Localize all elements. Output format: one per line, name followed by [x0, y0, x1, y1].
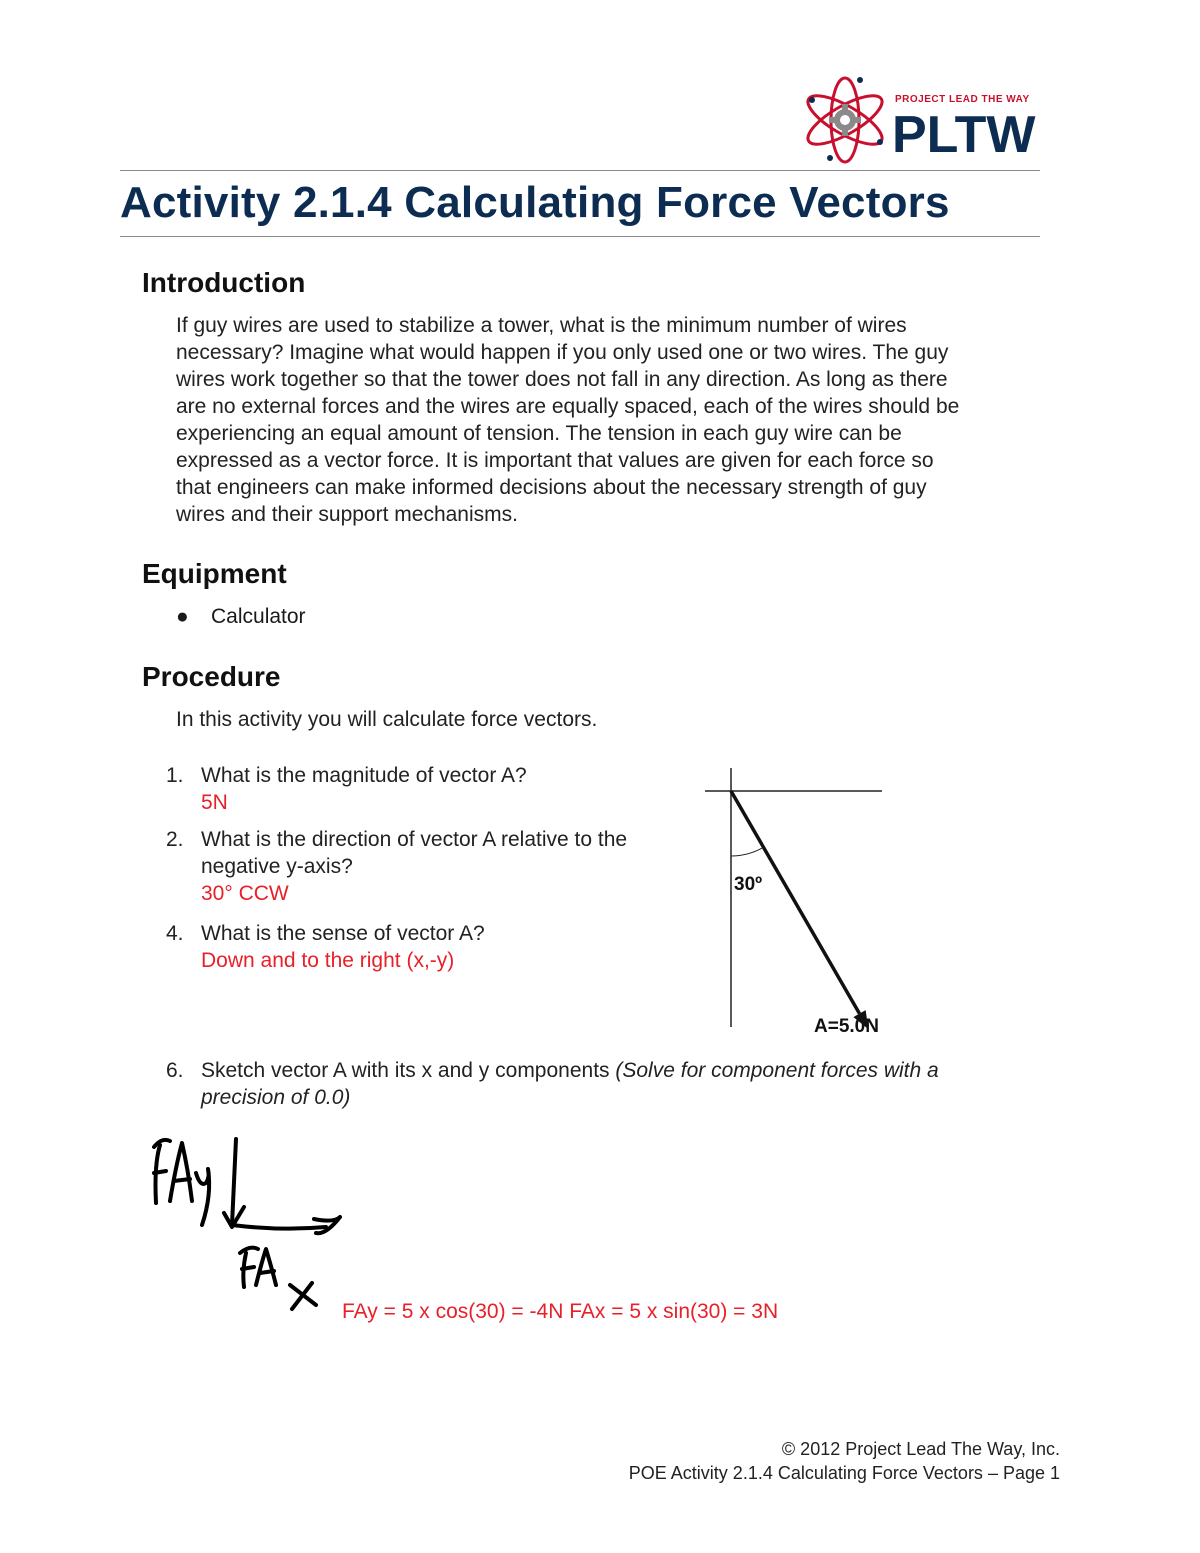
- answer-text: Down and to the right (x,-y): [201, 949, 455, 972]
- question-text: What is the sense of vector A?: [201, 922, 485, 945]
- question-text: What is the direction of vector A relative to the: [201, 828, 628, 851]
- intro-line: that engineers can make informed decisions about the necessary strength of guy: [176, 476, 927, 499]
- answer-text: 30° CCW: [201, 882, 289, 905]
- component-answer: FAy = 5 x cos(30) = -4N FAx = 5 x sin(30) = 3N: [342, 1300, 779, 1323]
- vector-a-line: [731, 791, 860, 1014]
- vector-a-diagram: [690, 760, 930, 1045]
- procedure-lead: In this activity you will calculate force vectors.: [176, 708, 598, 731]
- question-2: [166, 826, 627, 907]
- intro-line: wires and their support mechanisms.: [176, 503, 518, 526]
- answer-text: 5N: [201, 791, 228, 814]
- pltw-atom-gear-icon: [800, 70, 1065, 165]
- question-number: 1.: [166, 764, 184, 787]
- intro-line: expressed as a vector force. It is important that values are given for each force so: [176, 449, 934, 472]
- handwritten-component-sketch: [140, 1125, 360, 1330]
- angle-label: 30º: [734, 874, 763, 895]
- question-text-italic: (Solve for component forces with a: [615, 1059, 939, 1082]
- pltw-logo: [800, 70, 1065, 165]
- question-number: 6.: [166, 1059, 184, 1082]
- equipment-heading: Equipment: [142, 558, 287, 589]
- page-title: Activity 2.1.4 Calculating Force Vectors: [120, 178, 950, 227]
- intro-line: are no external forces and the wires are equally spaced, each of the wires should be: [176, 395, 960, 418]
- title-rule-bottom: [120, 236, 1040, 237]
- vector-a-label: A=5.0N: [814, 1016, 879, 1037]
- question-1: [166, 762, 527, 816]
- logo-wordmark: PLTW: [892, 106, 1036, 164]
- question-number: 2.: [166, 828, 184, 851]
- question-text: Sketch vector A with its x and y components: [201, 1059, 616, 1082]
- question-text: What is the magnitude of vector A?: [201, 764, 527, 787]
- equipment-item-label: Calculator: [211, 605, 306, 628]
- introduction-heading: Introduction: [142, 267, 306, 298]
- footer-copyright: © 2012 Project Lead The Way, Inc.: [781, 1439, 1060, 1459]
- bullet-icon: ●: [176, 605, 189, 628]
- question-number: 4.: [166, 922, 184, 945]
- question-4: [166, 920, 485, 974]
- logo-tagline: PROJECT LEAD THE WAY: [895, 94, 1030, 105]
- intro-line: necessary? Imagine what would happen if you only used one or two wires. The guy: [176, 341, 949, 364]
- introduction-paragraph: [176, 312, 1066, 528]
- procedure-heading: Procedure: [142, 661, 281, 692]
- footer-page-label: POE Activity 2.1.4 Calculating Force Vectors – Page 1: [628, 1463, 1060, 1483]
- question-text-italic: precision of 0.0): [201, 1086, 351, 1109]
- intro-line: If guy wires are used to stabilize a tower, what is the minimum number of wires: [176, 314, 907, 337]
- title-rule-top: [120, 170, 1040, 171]
- question-text: negative y-axis?: [201, 855, 353, 878]
- equipment-list-item: [176, 605, 306, 629]
- question-6: [166, 1057, 939, 1111]
- angle-arc: [731, 847, 764, 856]
- intro-line: wires work together so that the tower does not fall in any direction. As long as there: [176, 368, 948, 391]
- intro-line: experiencing an equal amount of tension. The tension in each guy wire can be: [176, 422, 902, 445]
